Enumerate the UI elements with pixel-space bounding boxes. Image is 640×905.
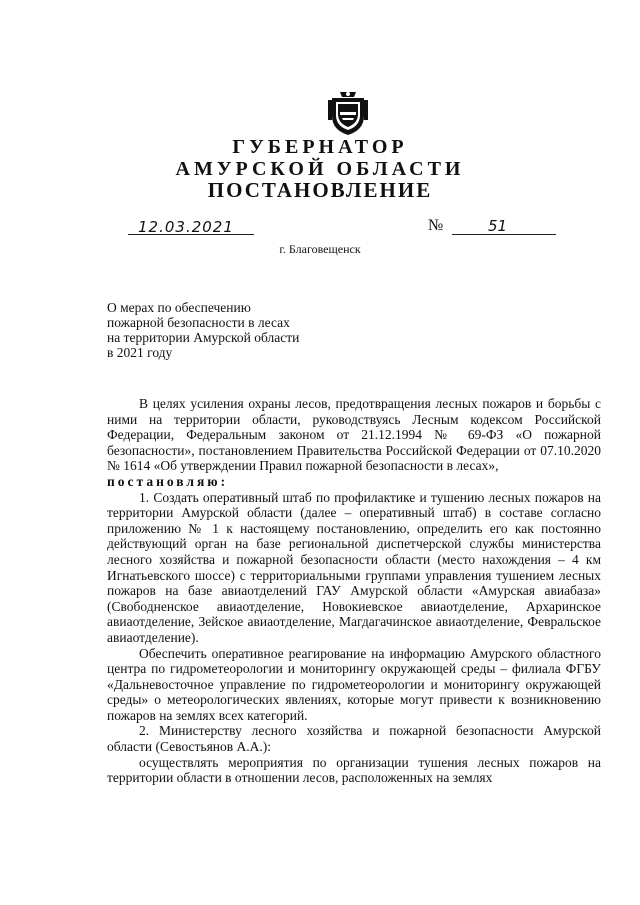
paragraph-2: 2. Министерству лесного хозяйства и пожарной безопасности Амурской области (Севостьянов А.А.): xyxy=(107,723,601,755)
document-body xyxy=(107,396,601,786)
document-type: ПОСТАНОВЛЕНИЕ xyxy=(207,178,433,202)
decree-word: постановляю: xyxy=(107,473,229,489)
coat-of-arms-icon xyxy=(326,88,370,136)
title-line-governor: ГУБЕРНАТОР xyxy=(232,136,408,158)
document-date: 12.03.2021 xyxy=(138,218,234,236)
subject-line: О мерах по обеспечению xyxy=(107,300,251,315)
title-line-region: АМУРСКОЙ ОБЛАСТИ xyxy=(175,158,465,180)
city: г. Благовещенск xyxy=(279,242,361,256)
subject-line: пожарной безопасности в лесах xyxy=(107,315,290,330)
number-sign: № xyxy=(428,217,444,234)
paragraph-1-continued: Обеспечить оперативное реагирование на информацию Амурского областного центра по гидрометеорологии и мониторингу окружающей среды – филиала ФГБУ «Дальневосточное управление по гидрометеорологии и мониторингу окружающей среды» о метеорологических явлениях, которые могут привести к возникновению пожаров на землях всех категорий. xyxy=(107,645,601,723)
subject-line: на территории Амурской области xyxy=(107,330,300,345)
document-number: 51 xyxy=(488,217,508,235)
date-underline xyxy=(128,234,254,235)
paragraph-2-item: осуществлять мероприятия по организации тушения лесных пожаров на территории области в отношении лесов, расположенных на землях xyxy=(107,754,601,786)
subject-line: в 2021 году xyxy=(107,345,173,360)
subject-block xyxy=(107,300,299,360)
paragraph-1: 1. Создать оперативный штаб по профилактике и тушению лесных пожаров на территории Амурской области (далее – оперативный штаб) в составе согласно приложению № 1 к настоящему постановлению, определить его как постоянно действующий орган на базе региональной диспетчерской службы министерства лесного хозяйства и пожарной безопасности области (место нахождения – 4 км Игнатьевского шоссе) с территориальными группами управления тушением лесных пожаров на базе авиаотделений ГАУ Амурской области «Амурская авиабаза» (Свободненское авиаотделение, Новокиевское авиаотделение, Архаринское авиаотделение, Зейское авиаотделение, Магдагачинское авиаотделение, Февральское авиаотделение). xyxy=(107,489,601,645)
number-underline xyxy=(452,234,556,235)
preamble-paragraph: В целях усиления охраны лесов, предотвращения лесных пожаров и борьбы с ними на территории области, руководствуясь Лесным кодексом Российской Федерации, Федеральным законом от 21.12.1994 № 69-ФЗ «О пожарной безопасности», постановлением Правительства Российской Федерации от 07.10.2020 № 1614 «Об утверждении Правил пожарной безопасности в лесах», xyxy=(107,396,601,474)
